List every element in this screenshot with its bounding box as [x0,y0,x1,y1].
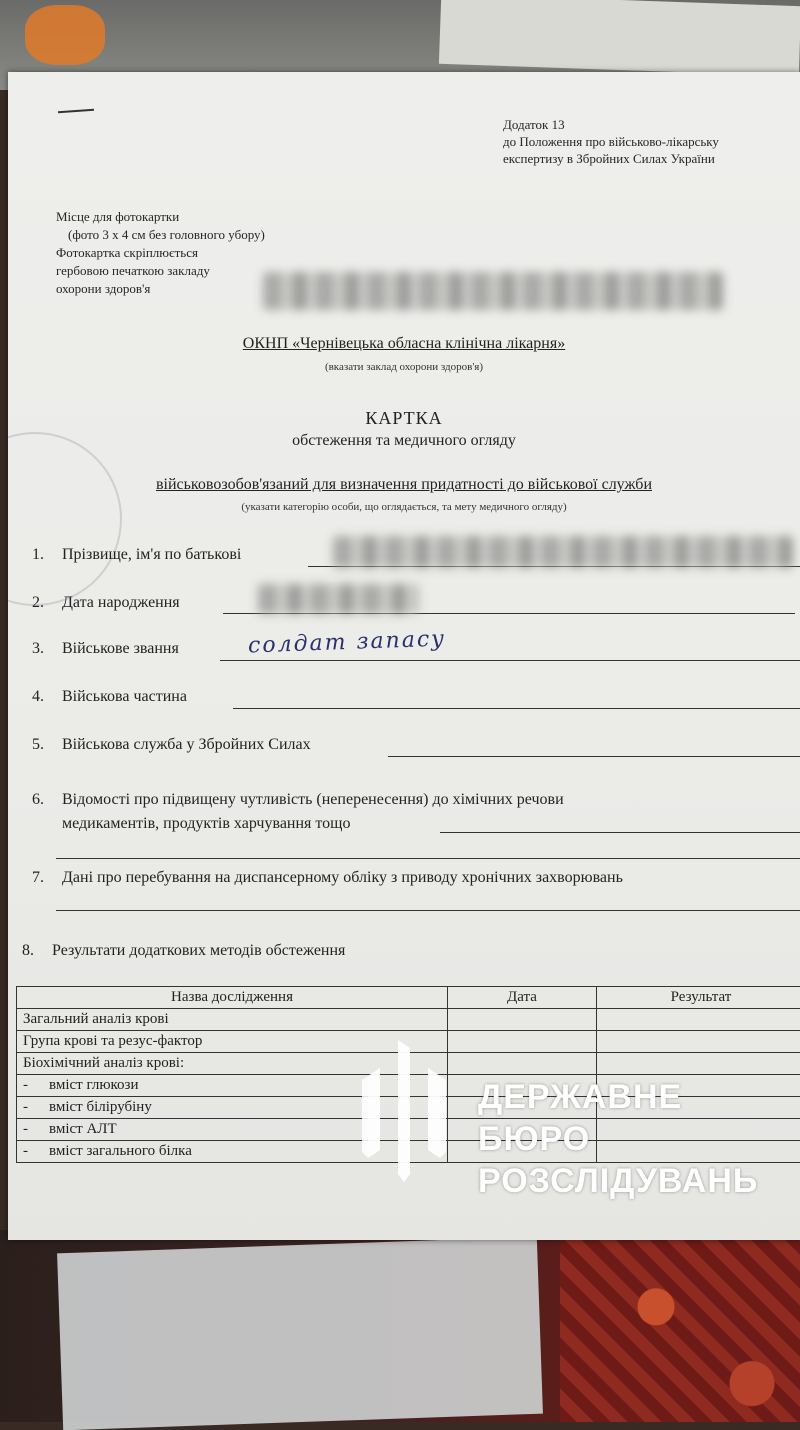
redacted-birth-date [258,584,418,614]
fill-line [56,910,800,911]
faded-stamp [8,432,122,606]
background-document [57,1237,543,1430]
appendix-line: експертизу в Збройних Силах України [503,150,793,167]
field-military-rank [32,640,179,658]
field-sensitivity [32,788,800,836]
test-name: вміст білірубіну [49,1099,152,1115]
pen-mark [58,109,94,114]
column-header-result: Результат [597,987,800,1009]
field-label: Військова служба у Збройних Силах [62,736,311,753]
field-number: 7. [32,866,62,890]
watermark-line: РОЗСЛІДУВАНЬ [478,1160,800,1202]
field-number: 1. [32,546,62,564]
field-dispensary-registration [32,866,800,890]
result-cell [597,1031,800,1053]
appendix-reference [503,116,793,167]
date-cell [448,1031,597,1053]
card-title: КАРТКА [8,408,800,429]
photo-note-line: охорони здоров'я [56,280,316,298]
field-military-service [32,736,311,754]
field-additional-tests [22,942,345,960]
field-full-name [32,546,241,564]
background-object [25,5,105,65]
test-name: вміст загального білка [49,1143,192,1159]
field-label: Військова частина [62,688,187,705]
field-label: Прізвище, ім'я по батькові [62,546,241,563]
test-name-cell [17,1009,448,1031]
photo-note-line: гербовою печаткою закладу [56,262,316,280]
date-cell [448,1053,597,1075]
test-name: Група крові та резус-фактор [23,1033,202,1049]
field-number: 5. [32,736,62,754]
test-name: Загальний аналіз крові [23,1011,169,1027]
field-military-unit [32,688,187,706]
list-dash: - [23,1077,49,1094]
fill-line [220,660,800,661]
column-header-test-name: Назва дослідження [17,987,448,1009]
field-number: 2. [32,594,62,612]
redacted-name [333,536,793,568]
field-label: Військове звання [62,640,179,657]
field-number: 6. [32,788,62,812]
field-number: 4. [32,688,62,706]
card-subtitle: обстеження та медичного огляду [8,432,800,450]
handwritten-rank: солдат запасу [248,627,447,659]
purpose-hint: (указати категорію особи, що оглядається, та мету медичного огляду) [8,501,800,513]
table-header-row [17,987,800,1009]
date-cell [448,1009,597,1031]
dbr-logo-icon [362,1040,446,1182]
redacted-area [263,272,723,310]
test-name: Біохімічний аналіз крові: [23,1055,184,1071]
column-header-date: Дата [448,987,597,1009]
fill-line [56,858,800,859]
field-label: Дата народження [62,594,180,611]
watermark-line: ДЕРЖАВНЕ БЮРО [478,1076,800,1160]
test-name: вміст глюкози [49,1077,139,1093]
photo-note-line: Місце для фотокартки [56,208,316,226]
background-carpet [560,1230,800,1422]
appendix-line: Додаток 13 [503,116,793,133]
field-label: Результати додаткових методів обстеження [52,942,345,959]
table-row [17,1009,800,1031]
background-paper-sheet [439,0,800,76]
list-dash: - [23,1143,49,1160]
field-number: 8. [22,942,52,960]
photo-note-line: Фотокартка скріплюється [56,244,316,262]
field-label: Дані про перебування на диспансерному обліку з приводу хронічних захворювань [62,869,623,886]
dbr-watermark-text [478,1076,800,1202]
institution-hint: (вказати заклад охорони здоров'я) [8,361,800,373]
list-dash: - [23,1121,49,1138]
result-cell [597,1009,800,1031]
fill-line [388,756,800,757]
field-label: Відомості про підвищену чутливість (неперенесення) до хімічних речови [62,791,564,808]
fill-line [233,708,800,709]
result-cell [597,1053,800,1075]
appendix-line: до Положення про військово-лікарську [503,133,793,150]
examination-purpose: військовозобов'язаний для визначення придатності до військової служби [8,476,800,494]
field-label-cont: медикаментів, продуктів харчування тощо [32,815,351,832]
fill-line [440,832,800,833]
field-birth-date [32,594,180,612]
photo-note-line: (фото 3 х 4 см без головного убору) [56,226,316,244]
list-dash: - [23,1099,49,1116]
test-name: вміст АЛТ [49,1121,117,1137]
field-number: 3. [32,640,62,658]
institution-name: ОКНП «Чернівецька обласна клінічна лікарня» [8,335,800,353]
